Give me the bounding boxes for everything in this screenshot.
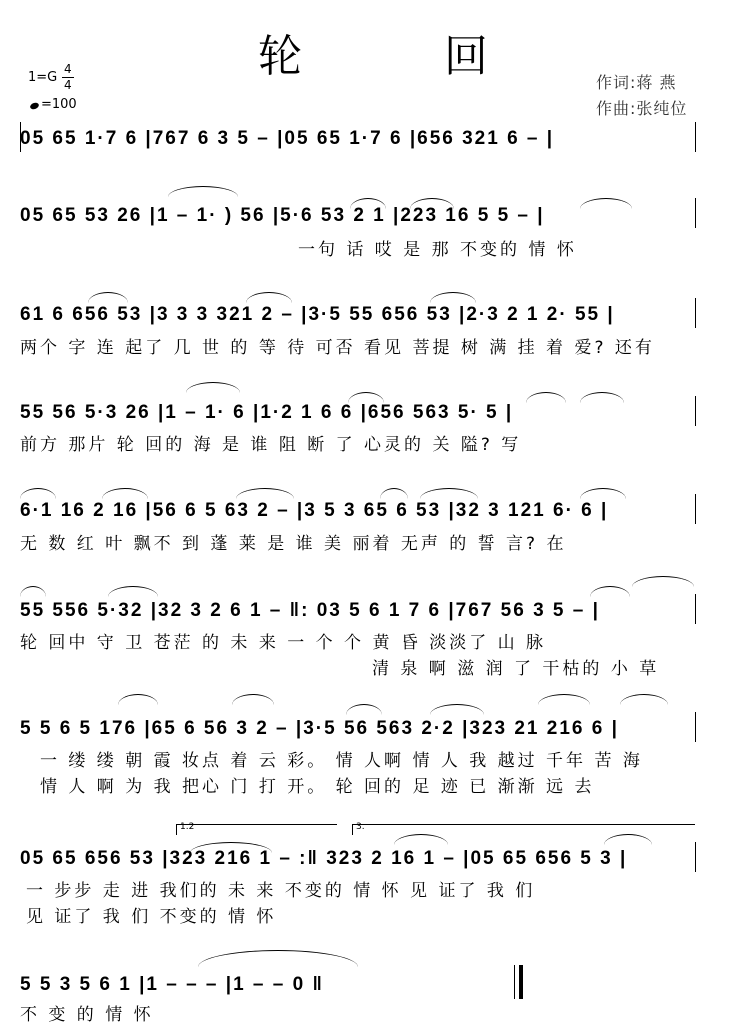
slur	[580, 392, 624, 403]
notation-row-4: 55 56 5·3 26 |1 – 1· 6 |1·2 1 6 6 |656 563 5· 5 |	[20, 402, 514, 423]
volta-label-1: 1.2	[180, 822, 195, 832]
key-signature: 1=G	[28, 70, 58, 85]
slur	[430, 292, 476, 303]
time-signature-top: 4	[64, 62, 72, 76]
barline	[695, 594, 696, 624]
lyrics-row-3: 两个 字 连 起了 几 世 的 等 待 可否 看见 菩提 树 满 挂 着 爱? 还有	[20, 338, 655, 358]
slur	[236, 488, 294, 499]
volta-bracket-2	[352, 824, 695, 835]
barline	[695, 198, 696, 228]
page-title: 轮 回	[258, 31, 552, 82]
notation-row-2: 05 65 53 26 |1 – 1· ) 56 |5·6 53 2 1 |223 16 5 5 – |	[20, 205, 545, 226]
slur	[538, 694, 590, 705]
slur	[394, 834, 448, 845]
slur	[246, 292, 292, 303]
slur	[232, 694, 274, 705]
slur	[632, 576, 694, 587]
barline	[695, 298, 696, 328]
slur	[20, 586, 46, 597]
notation-row-8: 05 65 656 53 |323 216 1 – :‖ 323 2 16 1 – |05 65 656 5 3 |	[20, 848, 628, 869]
tempo-marking: =100	[41, 97, 77, 112]
slur	[526, 392, 566, 403]
barline	[695, 494, 696, 524]
lyrics-row-9: 不 变 的 情 怀	[20, 1005, 154, 1025]
tie	[198, 950, 358, 967]
lyrics-row-8: 一 步步 走 进 我们的 未 来 不变的 情 怀 见 证了 我 们	[26, 881, 536, 901]
final-barline-thin	[514, 965, 515, 999]
lyrics-row-6-verse-2: 清 泉 啊 滋 润 了 干枯的 小 草	[372, 659, 660, 679]
slur	[102, 488, 148, 499]
slur	[604, 834, 652, 845]
slur	[620, 694, 668, 705]
notation-row-9: 5 5 3 5 6 1 |1 – – – |1 – – 0 ‖	[20, 974, 324, 995]
slur	[580, 198, 632, 209]
notation-row-5: 6·1 16 2 16 |56 6 5 63 2 – |3 5 3 65 6 53 |32 3 121 6· 6 |	[20, 500, 609, 521]
lyrics-row-5: 无 数 红 叶 飘不 到 蓬 莱 是 谁 美 丽着 无声 的 誓 言? 在	[20, 534, 567, 554]
slur	[420, 488, 478, 499]
slur	[346, 704, 382, 715]
notation-row-3: 61 6 656 53 |3 3 3 321 2 – |3·5 55 656 53 |2·3 2 1 2· 55 |	[20, 304, 615, 325]
notation-row-7: 5 5 6 5 176 |65 6 56 3 2 – |3·5 56 563 2·2 |323 21 216 6 |	[20, 718, 619, 739]
barline	[695, 842, 696, 872]
quarter-note-icon	[29, 102, 40, 111]
lyricist-credit: 作词:蒋 燕	[596, 73, 677, 92]
lyrics-row-4: 前方 那片 轮 回的 海 是 谁 阻 断 了 心灵的 关 隘? 写	[20, 435, 522, 455]
volta-bracket-1	[176, 824, 337, 835]
barline	[695, 396, 696, 426]
slur	[88, 292, 128, 303]
slur	[168, 186, 238, 197]
lyrics-row-8-verse-2: 见 证了 我 们 不变的 情 怀	[26, 907, 277, 927]
lyrics-row-6: 轮 回中 守 卫 苍茫 的 未 来 一 个 个 黄 昏 淡淡了 山 脉	[20, 633, 547, 653]
lyrics-row-7-verse-2: 情 人 啊 为 我 把心 门 打 开。 轮 回的 足 迹 已 渐渐 远 去	[40, 777, 595, 797]
time-signature-divider	[62, 77, 74, 78]
final-barline-thick	[519, 965, 523, 999]
slur	[430, 704, 484, 715]
lyrics-row-7: 一 缕 缕 朝 霞 妆点 着 云 彩。 情 人啊 情 人 我 越过 千年 苦 海	[40, 751, 643, 771]
time-signature-bottom: 4	[64, 78, 72, 92]
notation-row-6: 55 556 5·32 |32 3 2 6 1 – ‖: 03 5 6 1 7 6 |767 56 3 5 – |	[20, 600, 600, 621]
slur	[380, 488, 408, 499]
slur	[186, 382, 240, 393]
slur	[580, 488, 626, 499]
slur	[590, 586, 630, 597]
barline	[20, 122, 21, 152]
barline	[695, 122, 696, 152]
lyrics-row-2: 一句 话 哎 是 那 不变的 情 怀	[298, 240, 577, 260]
slur	[20, 488, 56, 499]
volta-label-2: 3.	[356, 822, 365, 832]
barline	[695, 712, 696, 742]
notation-row-1: 05 65 1·7 6 |767 6 3 5 – |05 65 1·7 6 |656 321 6 – |	[20, 128, 555, 149]
slur	[118, 694, 158, 705]
composer-credit: 作曲:张纯位	[596, 99, 688, 118]
slur	[108, 586, 158, 597]
